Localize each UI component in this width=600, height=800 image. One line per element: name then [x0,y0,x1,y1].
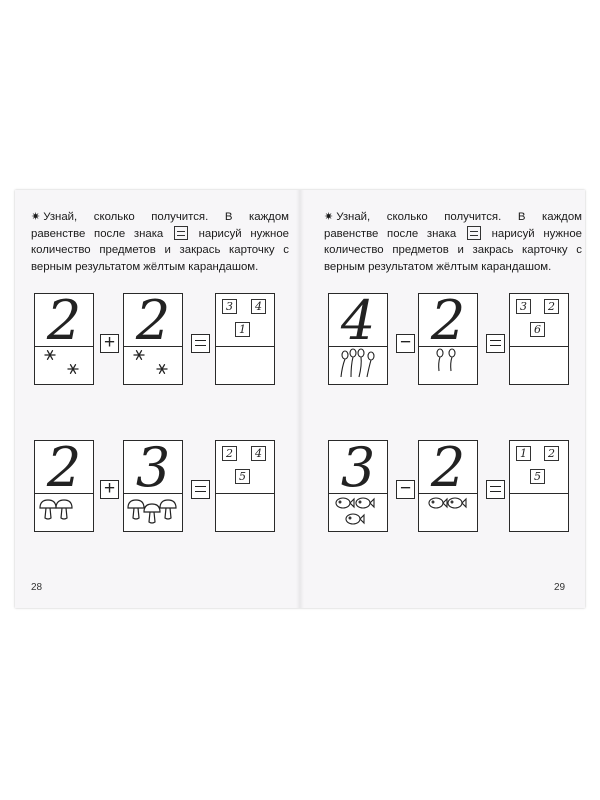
card-items [419,494,477,531]
mushroom-icon [35,494,93,532]
fish-icon [419,494,477,532]
balloon-icon [329,347,387,385]
minus-operator: − [396,480,415,499]
card-numeral: 4 [340,289,376,352]
choice-box[interactable]: 2 [544,299,559,314]
card-numeral: 2 [135,289,171,352]
answer-draw-area[interactable] [216,494,274,531]
equals-sign [486,480,505,499]
card-items [124,494,182,531]
instruction-text-part1: Узнай, сколько получится. В каждом равенстве после знака [31,211,289,240]
card-numeral: 2 [430,289,466,352]
choice-box[interactable]: 5 [235,469,250,484]
answer-draw-area[interactable] [216,347,274,384]
card-numeral: 2 [430,436,466,499]
equals-sign [486,334,505,353]
equals-sign [191,480,210,499]
choice-box[interactable]: 2 [544,446,559,461]
result-card[interactable] [215,293,275,385]
page-left [15,190,300,608]
card-items [35,347,93,384]
choice-box[interactable]: 4 [251,299,266,314]
card-second-addend [123,436,183,532]
card-first-addend [34,289,94,385]
card-numeral: 2 [46,289,82,352]
card-subtrahend [418,436,478,532]
plus-operator: + [100,334,119,353]
card-second-addend [123,289,183,385]
card-items [419,347,477,384]
balloon-icon [419,347,477,385]
answer-draw-area[interactable] [510,347,568,384]
choice-box[interactable]: 3 [516,299,531,314]
choice-box[interactable]: 6 [530,322,545,337]
card-items [35,494,93,531]
asterisk-icon [35,347,93,385]
bullet-icon: ✷ [324,211,334,223]
equals-sign [191,334,210,353]
card-items [329,347,387,384]
mushroom-icon [124,494,182,532]
choice-box[interactable]: 4 [251,446,266,461]
choice-box[interactable]: 2 [222,446,237,461]
card-minuend [328,289,388,385]
result-card[interactable] [509,293,569,385]
card-minuend [328,436,388,532]
result-card[interactable] [215,440,275,532]
minus-operator: − [396,334,415,353]
instruction-right [324,209,582,275]
choice-box[interactable]: 1 [516,446,531,461]
choice-box[interactable]: 3 [222,299,237,314]
instruction-text-part1: Узнай, сколько получится. В каждом равенстве после знака [324,211,582,240]
result-card[interactable] [509,440,569,532]
card-first-addend [34,436,94,532]
page-number: 28 [31,582,43,593]
card-items [329,494,387,531]
fish-icon [329,494,387,532]
card-items [124,347,182,384]
workbook-spread [15,190,585,608]
page-number: 29 [554,582,566,593]
equals-box-icon [467,226,481,240]
answer-draw-area[interactable] [510,494,568,531]
equals-box-icon [174,226,188,240]
page-right [300,190,585,608]
choice-box[interactable]: 5 [530,469,545,484]
bullet-icon: ✷ [31,211,41,223]
card-numeral: 2 [46,436,82,499]
asterisk-icon [124,347,182,385]
card-numeral: 3 [135,436,171,499]
instruction-text-part2: нарисуй нужное количество предметов и закрась карточку с верным результатом жёлтым карандашом. [31,227,290,273]
card-numeral: 3 [340,436,376,499]
instruction-text-part2: нарисуй нужное количество предметов и закрась карточку с верным результатом жёлтым карандашом. [324,227,583,273]
instruction-left [31,209,289,275]
plus-operator: + [100,480,119,499]
card-subtrahend [418,289,478,385]
choice-box[interactable]: 1 [235,322,250,337]
